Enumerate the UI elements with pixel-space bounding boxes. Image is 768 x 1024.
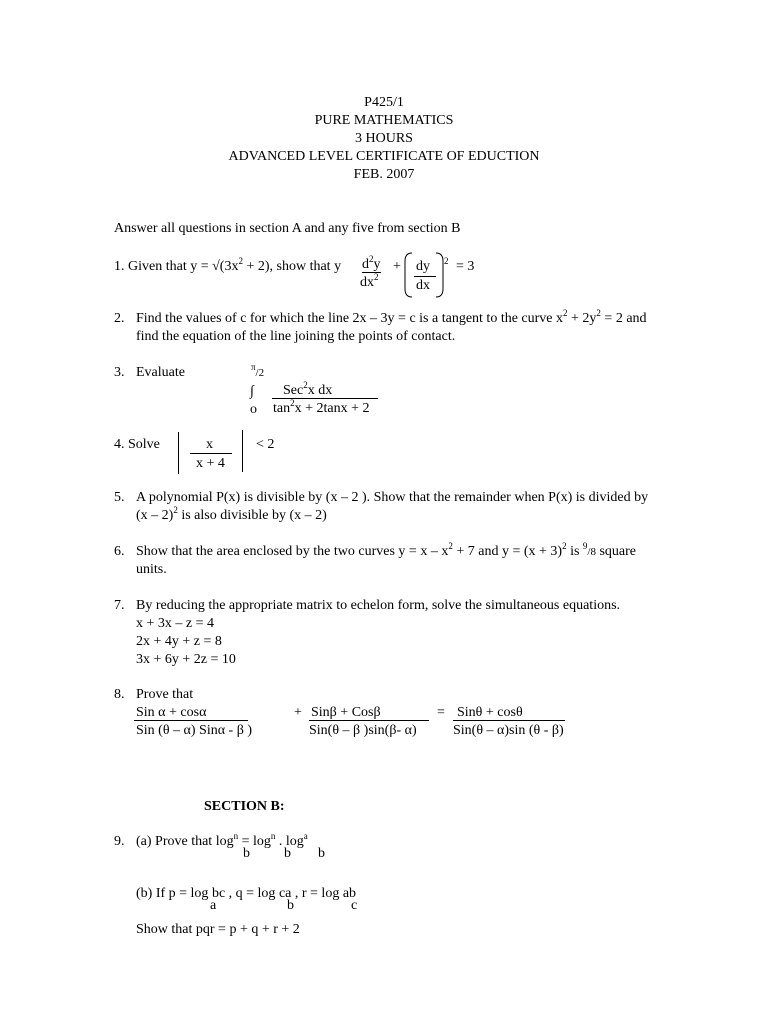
q1-outer-sup: 2 bbox=[444, 256, 449, 266]
q3-den-b: x + 2tanx + 2 bbox=[294, 401, 370, 416]
q6-l1b: + 7 and y = (x + 3) bbox=[452, 544, 563, 559]
q1-den1-sup: 2 bbox=[374, 272, 379, 282]
q9a-sup2: n bbox=[270, 831, 276, 841]
q1-num1-sup: 2 bbox=[369, 254, 374, 264]
q6-frac-den: /8 bbox=[587, 546, 596, 558]
question-8-number: 8. bbox=[114, 687, 125, 702]
q1-result: = 3 bbox=[456, 259, 475, 274]
q8-denominator-3: Sin(θ – α)sin (θ - β) bbox=[453, 723, 564, 738]
q8-denominator-2: Sin(θ – β )sin(β- α) bbox=[309, 723, 417, 738]
q7-equation-3: 3x + 6y + 2z = 10 bbox=[136, 652, 236, 667]
q4-fraction-bar bbox=[190, 453, 232, 454]
q6-sup1: 2 bbox=[448, 541, 453, 551]
q4-numerator: x bbox=[206, 437, 213, 452]
question-6-line2: units. bbox=[136, 562, 167, 577]
q9a-sup3: a bbox=[303, 831, 308, 841]
q4-rhs: < 2 bbox=[256, 437, 275, 452]
q1-num1-d: d bbox=[362, 257, 369, 272]
q3-integral-sign: ∫ bbox=[250, 384, 254, 399]
certificate-title: ADVANCED LEVEL CERTIFICATE OF EDUCTION bbox=[228, 149, 540, 164]
question-9-number: 9. bbox=[114, 834, 125, 849]
q8-numerator-2: Sinβ + Cosβ bbox=[311, 705, 381, 720]
q9b-text bbox=[136, 885, 356, 903]
q3-num-a: Sec bbox=[283, 383, 304, 398]
q9b-sub-1: a bbox=[210, 898, 217, 913]
q3-lower-limit: o bbox=[250, 402, 257, 417]
q4-abs-right bbox=[242, 430, 243, 472]
q1-fraction1-denominator bbox=[360, 274, 379, 292]
q2-sup1: 2 bbox=[563, 308, 568, 318]
question-6-number: 6. bbox=[114, 544, 125, 559]
question-7-line1: By reducing the appropriate matrix to echelon form, solve the simultaneous equations. bbox=[136, 598, 621, 613]
q8-numerator-1: Sin α + cosα bbox=[136, 705, 207, 720]
q5-sup: 2 bbox=[173, 505, 178, 515]
q9a-dot: . log bbox=[275, 834, 304, 849]
q1-plus: + bbox=[393, 259, 401, 274]
q9a-eq: = log bbox=[238, 834, 271, 849]
q3-upper-den: /2 bbox=[255, 367, 265, 379]
q8-plus: + bbox=[294, 705, 302, 720]
q6-l1a: Show that the area enclosed by the two curves y = x – x bbox=[136, 544, 449, 559]
q9b-ab: ab bbox=[339, 886, 357, 901]
q3-upper-pi: π bbox=[251, 362, 256, 372]
q1-text-b: + 2), show that y bbox=[242, 259, 342, 274]
instructions: Answer all questions in section A and any five from section B bbox=[114, 221, 461, 236]
question-8-label: Prove that bbox=[136, 687, 194, 702]
question-7-number: 7. bbox=[114, 598, 125, 613]
q5-l2b: is also divisible by (x – 2) bbox=[177, 508, 327, 523]
q2-l1a: Find the values of c for which the line 2x – 3y = c is a tangent to the curve x bbox=[136, 311, 564, 326]
q3-num-b: x dx bbox=[307, 383, 333, 398]
q4-abs-left bbox=[178, 432, 179, 474]
q7-equation-1: x + 3x – z = 4 bbox=[136, 616, 215, 631]
q9a-sub-1: b bbox=[243, 846, 250, 861]
duration: 3 HOURS bbox=[355, 131, 413, 146]
q9b-show: Show that pqr = p + q + r + 2 bbox=[136, 922, 300, 937]
q3-den-a: tan bbox=[273, 401, 291, 416]
question-2-line2: find the equation of the line joining the points of contact. bbox=[136, 329, 456, 344]
q4-denominator: x + 4 bbox=[196, 456, 225, 471]
question-5-number: 5. bbox=[114, 490, 125, 505]
question-1-text bbox=[114, 258, 341, 276]
q8-bar-1 bbox=[134, 720, 248, 721]
q3-fraction-bar bbox=[272, 398, 378, 399]
q1-fraction2-numerator: dy bbox=[416, 259, 430, 274]
q9b-ca: ca , r = log bbox=[275, 886, 340, 901]
question-4-label: 4. Solve bbox=[114, 437, 160, 452]
q9a-sub-3: b bbox=[318, 846, 325, 861]
question-5-line1: A polynomial P(x) is divisible by (x – 2 ). Show that the remainder when P(x) is divided by bbox=[136, 490, 649, 505]
paper-code: P425/1 bbox=[364, 95, 404, 110]
question-3-number: 3. bbox=[114, 365, 125, 380]
q1-den1: dx bbox=[360, 275, 374, 290]
q8-bar-2 bbox=[309, 720, 429, 721]
q9b-bc: bc , q = log bbox=[208, 886, 276, 901]
q5-l2a: (x – 2) bbox=[136, 508, 174, 523]
subject-title: PURE MATHEMATICS bbox=[314, 113, 454, 128]
q9b-sub-2: b bbox=[287, 898, 294, 913]
question-5-line2 bbox=[136, 507, 327, 525]
question-2-line1 bbox=[136, 310, 647, 328]
q9a-sup1: n bbox=[233, 831, 239, 841]
q6-frac-num: 9 bbox=[582, 541, 588, 551]
q7-equation-2: 2x + 4y + z = 8 bbox=[136, 634, 222, 649]
q3-upper-limit bbox=[251, 364, 264, 382]
q2-l1c: = 2 and bbox=[600, 311, 647, 326]
q6-sup2: 2 bbox=[562, 541, 567, 551]
q6-l1d: square bbox=[595, 544, 637, 559]
question-2-number: 2. bbox=[114, 311, 125, 326]
question-3-label: Evaluate bbox=[136, 365, 185, 380]
q1-sup: 2 bbox=[238, 256, 243, 266]
q9a-text bbox=[136, 833, 308, 851]
q3-den-sup: 2 bbox=[290, 398, 295, 408]
q3-num-sup: 2 bbox=[303, 380, 308, 390]
q1-text-a: 1. Given that y = √(3x bbox=[114, 259, 239, 274]
q9a-sub-2: b bbox=[284, 846, 291, 861]
q6-l1c: is bbox=[566, 544, 583, 559]
section-b-heading: SECTION B: bbox=[204, 799, 285, 814]
q8-denominator-1: Sin (θ – α) Sinα - β ) bbox=[136, 723, 252, 738]
exam-date: FEB. 2007 bbox=[353, 167, 415, 182]
q8-bar-3 bbox=[453, 720, 565, 721]
q2-l1b: + 2y bbox=[567, 311, 597, 326]
q8-numerator-3: Sinθ + cosθ bbox=[457, 705, 523, 720]
q9b-sub-3: c bbox=[351, 898, 358, 913]
q9a-lead: (a) Prove that log bbox=[136, 834, 234, 849]
q9b-lead: (b) If p = log bbox=[136, 886, 209, 901]
q3-denominator bbox=[273, 400, 370, 418]
q8-equals: = bbox=[437, 705, 445, 720]
q1-num1-y: y bbox=[373, 257, 381, 272]
q1-fraction2-denominator: dx bbox=[416, 278, 430, 293]
q2-sup2: 2 bbox=[596, 308, 601, 318]
question-6-line1 bbox=[136, 543, 636, 561]
